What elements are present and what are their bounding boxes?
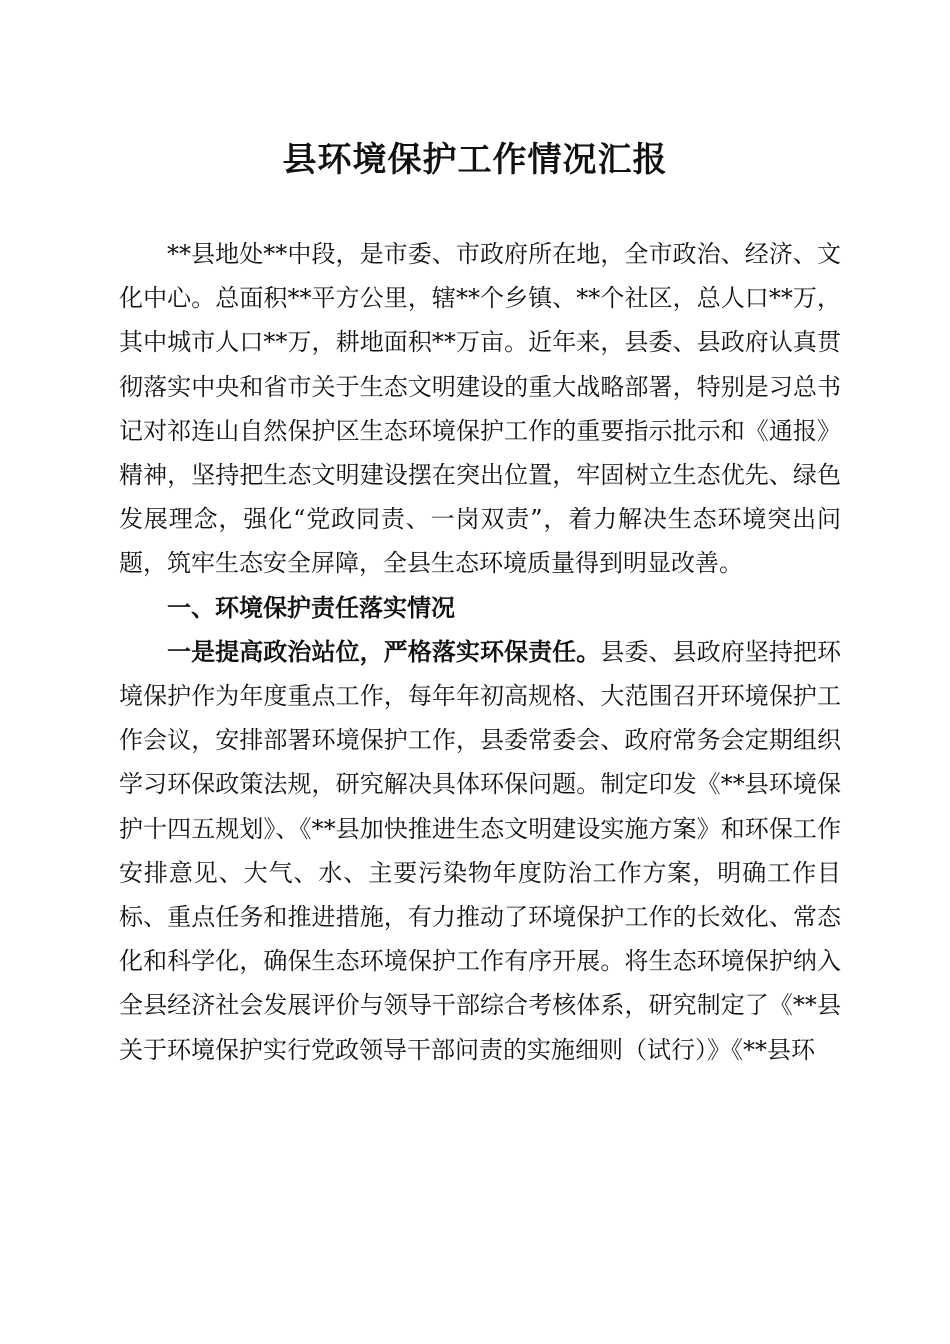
document-title: 县环境保护工作情况汇报 xyxy=(282,140,668,180)
paragraph-lead-sentence: 一是提高政治站位，严格落实环保责任。 xyxy=(167,636,601,666)
paragraph-body-text: 县委、县政府坚持把环境保护作为年度重点工作，每年年初高规格、大范围召开环境保护工作会议，安排部署环境保护工作，县委常委会、政府常务会定期组织学习环保政策法规，研究解决具体环保问题。制定印发《**县环境保护十四五规划》、《**县加快推进生态文明建设实施方案》和环保工作安排意见、大气、水、主要污染物年度防治工作方案，明确工作目标、重点任务和推进措施，有力推动了环境保护工作的长效化、常态化和科学化，确保生态环境保护工作有序开展。将生态环境保护纳入全县经济社会发展评价与领导干部综合考核体系，研究制定了《**县关于环境保护实行党政领导干部问责的实施细则（试行）》《**县环 xyxy=(119,637,842,1064)
section-heading: 一、环境保护责任落实情况 xyxy=(167,593,455,622)
section-paragraph xyxy=(119,630,841,1072)
document-body xyxy=(119,232,841,1072)
intro-paragraph: **县地处**中段，是市委、市政府所在地，全市政治、经济、文化中心。总面积**平方公里，辖**个乡镇、**个社区，总人口**万，其中城市人口**万，耕地面积**万亩。近年来，县委、县政府认真贯彻落实中央和省市关于生态文明建设的重大战略部署，特别是习总书记对祁连山自然保护区生态环境保护工作的重要指示批示和《通报》精神，坚持把生态文明建设摆在突出位置，牢固树立生态优先、绿色发展理念，强化“党政同责、一岗双责”，着力解决生态环境突出问题，筑牢生态安全屏障，全县生态环境质量得到明显改善。 xyxy=(119,240,841,578)
